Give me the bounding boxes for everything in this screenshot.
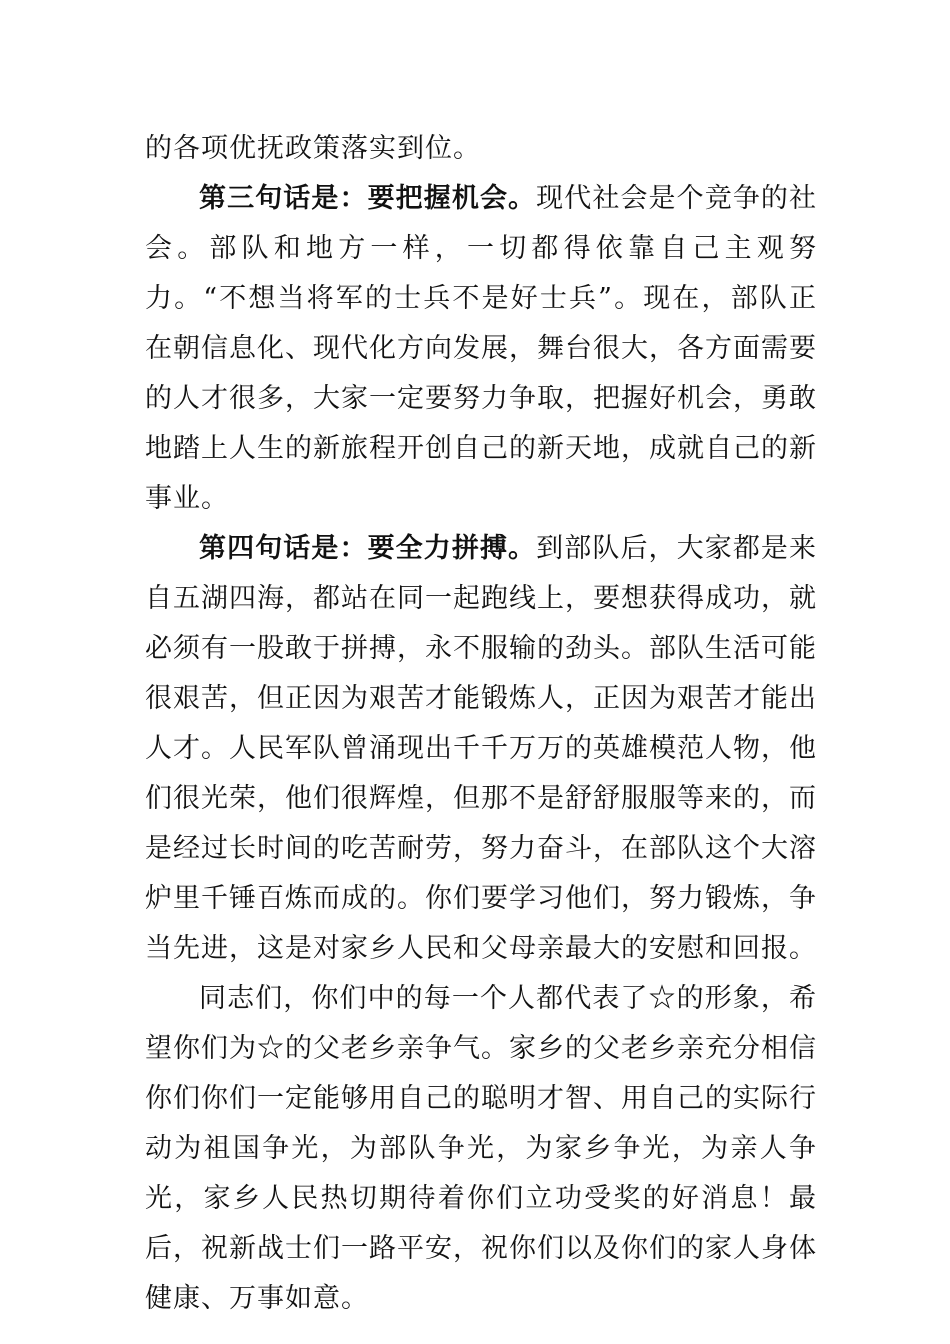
paragraph-continuation: [145, 124, 817, 174]
paragraph-closing: [145, 974, 817, 1324]
paragraph-text: 同志们，你们中的每一个人都代表了☆的形象，希望你们为☆的父老乡亲争气。家乡的父老乡亲充分相信你们你们一定能够用自己的聪明才智、用自己的实际行动为祖国争光，为部队争光，为家乡争光，为亲人争光，家乡人民热切期待着你们立功受奖的好消息！最后，祝新战士们一路平安，祝你们以及你们的家人身体健康、万事如意。: [145, 983, 817, 1314]
paragraph-seize-opportunity: [145, 174, 817, 524]
paragraph-text: 的各项优抚政策落实到位。: [145, 133, 481, 164]
paragraph-text: 现代社会是个竞争的社会。部队和地方一样，一切都得依靠自己主观努力。“不想当将军的士兵不是好士兵”。现在，部队正在朝信息化、现代化方向发展，舞台很大，各方面需要的人才很多，大家一定要努力争取，把握好机会，勇敢地踏上人生的新旅程开创自己的新天地，成就自己的新事业。: [145, 183, 818, 514]
paragraph-full-effort: [145, 524, 817, 974]
paragraph-text: 到部队后，大家都是来自五湖四海，都站在同一起跑线上，要想获得成功，就必须有一股敢于拼搏，永不服输的劲头。部队生活可能很艰苦，但正因为艰苦才能锻炼人，正因为艰苦才能出人才。人民军队曾涌现出千千万万的英雄模范人物，他们很光荣，他们很辉煌，但那不是舒舒服服等来的，而是经过长时间的吃苦耐劳，努力奋斗，在部队这个大溶炉里千锤百炼而成的。你们要学习他们，努力锻炼，争当先进，这是对家乡人民和父母亲最大的安慰和回报。: [145, 533, 818, 964]
document-body: [145, 124, 817, 1324]
paragraph-heading: 第四句话是：要全力拼搏。: [199, 533, 537, 564]
paragraph-heading: 第三句话是：要把握机会。: [199, 183, 537, 214]
